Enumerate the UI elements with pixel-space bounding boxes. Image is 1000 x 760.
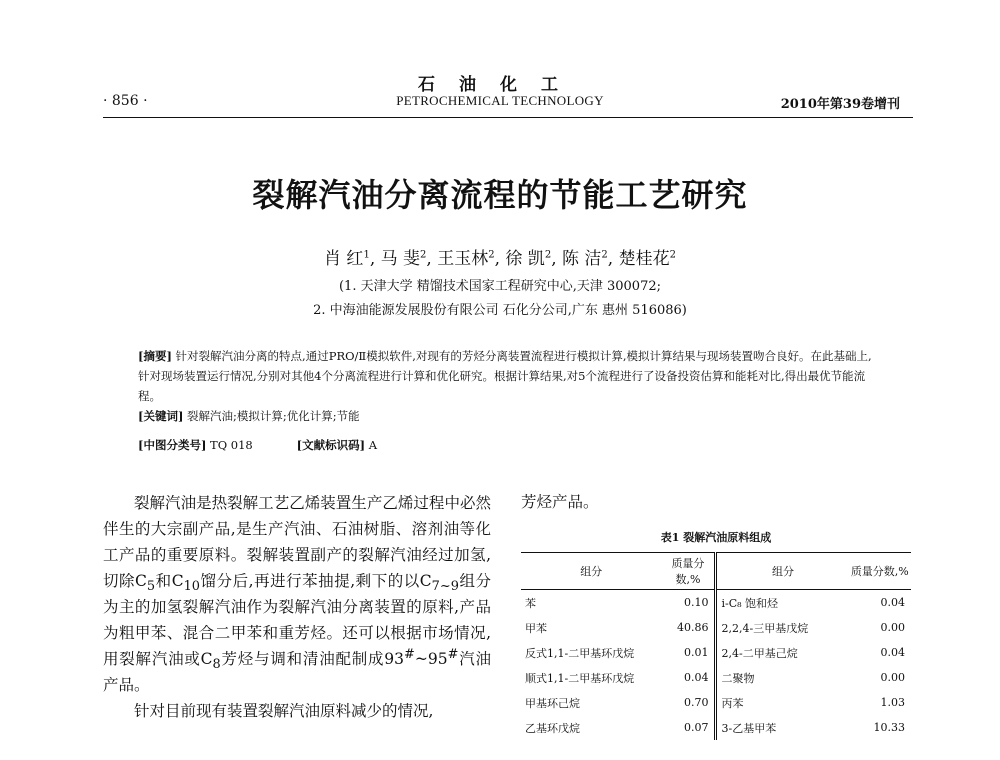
affiliation-1: (1. 天津大学 精馏技术国家工程研究中心,天津 300072; bbox=[338, 279, 661, 294]
abstract-label: [摘要] bbox=[138, 349, 172, 363]
author: 徐 凯 bbox=[505, 249, 545, 269]
header-rule bbox=[103, 117, 913, 118]
table-row: 反式1,1-二甲基环戊烷 0.01 2,4-二甲基己烷 0.04 bbox=[521, 640, 911, 665]
author: 陈 洁 bbox=[562, 249, 602, 269]
paper-title: 裂解汽油分离流程的节能工艺研究 bbox=[252, 176, 748, 214]
table-row: 甲苯 40.86 2,2,4-三甲基戊烷 0.00 bbox=[521, 615, 911, 640]
table-header-component: 组分 bbox=[716, 553, 849, 590]
page-number: · 856 · bbox=[103, 93, 148, 109]
table-header-mass: 质量分数,% bbox=[849, 553, 911, 590]
abstract-text: [摘要] 针对裂解汽油分离的特点,通过PRO/Ⅱ模拟软件,对现有的芳烃分离装置流程进行模拟计算,模拟计算结果与现场装置吻合良好。在此基础上,针对现场装置运行情况,分别对其他4个分离流程进行计算和优化研究。根据计算结果,对5个流程进行了设备投资估算和能耗对比,得出最优节能流程。 bbox=[138, 349, 872, 403]
body-column-left bbox=[103, 490, 491, 724]
journal-title-en: PETROCHEMICAL TECHNOLOGY bbox=[396, 93, 604, 108]
table-caption: 表1 裂解汽油原料组成 bbox=[660, 531, 772, 544]
table-row: 乙基环戊烷 0.07 3-乙基甲苯 10.33 bbox=[521, 715, 911, 740]
journal-title-cn: 石油化工 bbox=[418, 75, 582, 95]
table-header-component: 组分 bbox=[521, 553, 661, 590]
author: 马 斐 bbox=[380, 249, 421, 269]
author-list: 肖 红$^1$, 马 斐$^2$, 王玉林$^2$, 徐 凯$^2$, 陈 洁$^2$, 楚桂花$^2$ bbox=[324, 249, 676, 269]
author: 王玉林 bbox=[437, 249, 489, 269]
table-row: 苯 0.10 i-C₈ 饱和烃 0.04 bbox=[521, 590, 911, 616]
abstract-block bbox=[138, 346, 878, 426]
issue-info: 2010年第39卷增刊 bbox=[780, 97, 900, 112]
keywords-label: [关键词] bbox=[138, 409, 184, 423]
affiliation-2: 2. 中海油能源发展股份有限公司 石化分公司,广东 惠州 516086) bbox=[313, 303, 687, 318]
keywords: [关键词] 裂解汽油;模拟计算;优化计算;节能 bbox=[138, 409, 360, 423]
body-paragraph-2: 针对目前现有装置裂解汽油原料减少的情况, bbox=[134, 702, 434, 720]
author: 肖 红 bbox=[324, 249, 364, 269]
classification-line bbox=[138, 437, 377, 453]
clc-code: TQ 018 bbox=[210, 438, 253, 452]
doc-code: A bbox=[368, 438, 377, 452]
table-row: 顺式1,1-二甲基环戊烷 0.04 二聚物 0.00 bbox=[521, 665, 911, 690]
composition-table bbox=[521, 552, 911, 740]
table-header-mass: 质量分数,% bbox=[661, 553, 716, 590]
clc-label: [中图分类号] bbox=[138, 438, 207, 452]
author: 楚桂花 bbox=[618, 249, 670, 269]
body-right-continuation: 芳烃产品。 bbox=[521, 493, 599, 511]
body-paragraph-1: 裂解汽油是热裂解工艺乙烯装置生产乙烯过程中必然伴生的大宗副产品,是生产汽油、石油树脂、溶剂油等化工产品的重要原料。裂解装置副产的裂解汽油经过加氢,切除$C_5$和$C_{10}$馏分后,再进行苯抽提,剩下的以$C_{7\sim 9}$组分为主的加氢裂解汽油作为裂解汽油分离装置的原料,产品为粗甲苯、混合二甲苯和重芳烃。还可以根据市场情况,用裂解汽油或$C_8$芳烃与调和清油配制成93#~95#汽油产品。 bbox=[103, 494, 491, 694]
doc-code-label: [文献标识码] bbox=[296, 438, 366, 452]
table-row: 甲基环己烷 0.70 丙苯 1.03 bbox=[521, 690, 911, 715]
